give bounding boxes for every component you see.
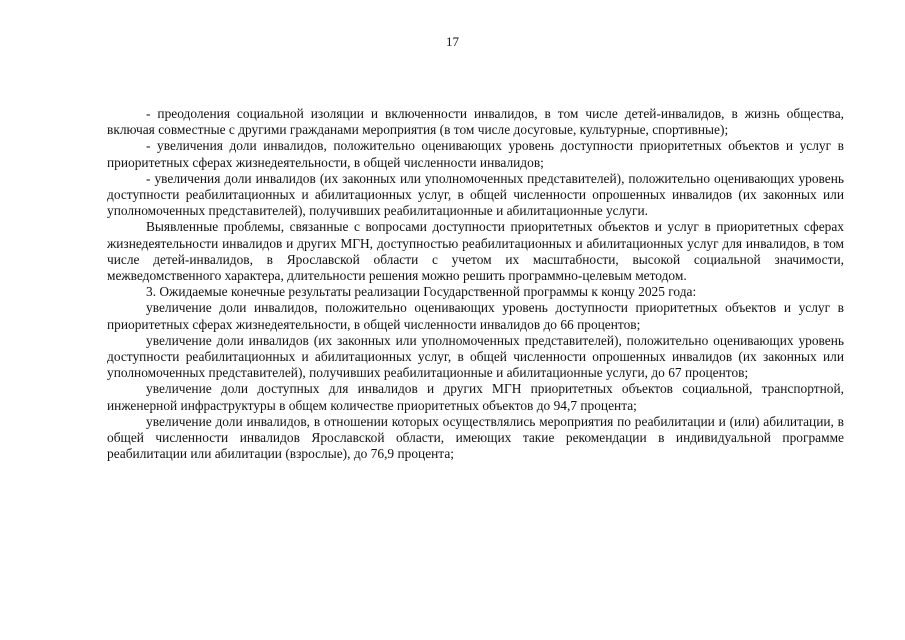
paragraph-expected-results-heading: 3. Ожидаемые конечные результаты реализации Государственной программы к концу 2025 года: <box>146 284 697 300</box>
paragraph-accessibility-share: - увеличения доли инвалидов, положительно оценивающих уровень доступности приоритетных объектов и услуг в приоритетных сферах жизнедеятельности, в общей численности инвалидов; <box>107 138 844 170</box>
paragraph-identified-problems: Выявленные проблемы, связанные с вопросами доступности приоритетных объектов и услуг в приоритетных сферах жизнедеятельности инвалидов и других МГН, доступностью реабилитационных и абилитационных услуг для инвалидов, в том числе детей-инвалидов, в Ярославской области с учетом их масштабности, высокой социальной значимости, межведомственного характера, длительности решения можно решить программно-целевым методом. <box>107 219 844 284</box>
paragraph-result-rehabilitation-67: увеличение доли инвалидов (их законных или уполномоченных представителей), положительно оценивающих уровень доступности реабилитационных и абилитационных услуг, в общей численности опрошенных инвалидов (их законных или уполномоченных представителей), получивших реабилитационные и абилитационные услуги, до 67 процентов; <box>107 332 844 381</box>
paragraph-rehabilitation-services-share: - увеличения доли инвалидов (их законных или уполномоченных представителей), положительно оценивающих уровень доступности реабилитационных и абилитационных услуг, в общей численности опрошенных инвалидов (их законных или уполномоченных представителей), получивших реабилитационные и абилитационные услуги. <box>107 170 844 219</box>
paragraph-social-isolation: - преодоления социальной изоляции и включенности инвалидов, в том числе детей-инвалидов, в жизнь общества, включая совместные с другими гражданами мероприятия (в том числе досуговые, культурные, спортивные); <box>107 106 844 138</box>
paragraph-result-rehabilitation-adults-76-9: увеличение доли инвалидов, в отношении которых осуществлялись мероприятия по реабилитации и (или) абилитации, в общей численности инвалидов Ярославской области, имеющих такие рекомендации в индивидуальной программе реабилитации или абилитации (взрослые), до 76,9 процента; <box>107 413 844 462</box>
paragraph-result-infrastructure-94-7: увеличение доли доступных для инвалидов и других МГН приоритетных объектов социальной, транспортной, инженерной инфраструктуры в общем количестве приоритетных объектов до 94,7 процента; <box>107 381 844 413</box>
document-body <box>107 106 844 462</box>
page-number: 17 <box>446 34 459 49</box>
paragraph-result-accessibility-66: увеличение доли инвалидов, положительно оценивающих уровень доступности приоритетных объектов и услуг в приоритетных сферах жизнедеятельности, в общей численности инвалидов до 66 процентов; <box>107 300 844 332</box>
